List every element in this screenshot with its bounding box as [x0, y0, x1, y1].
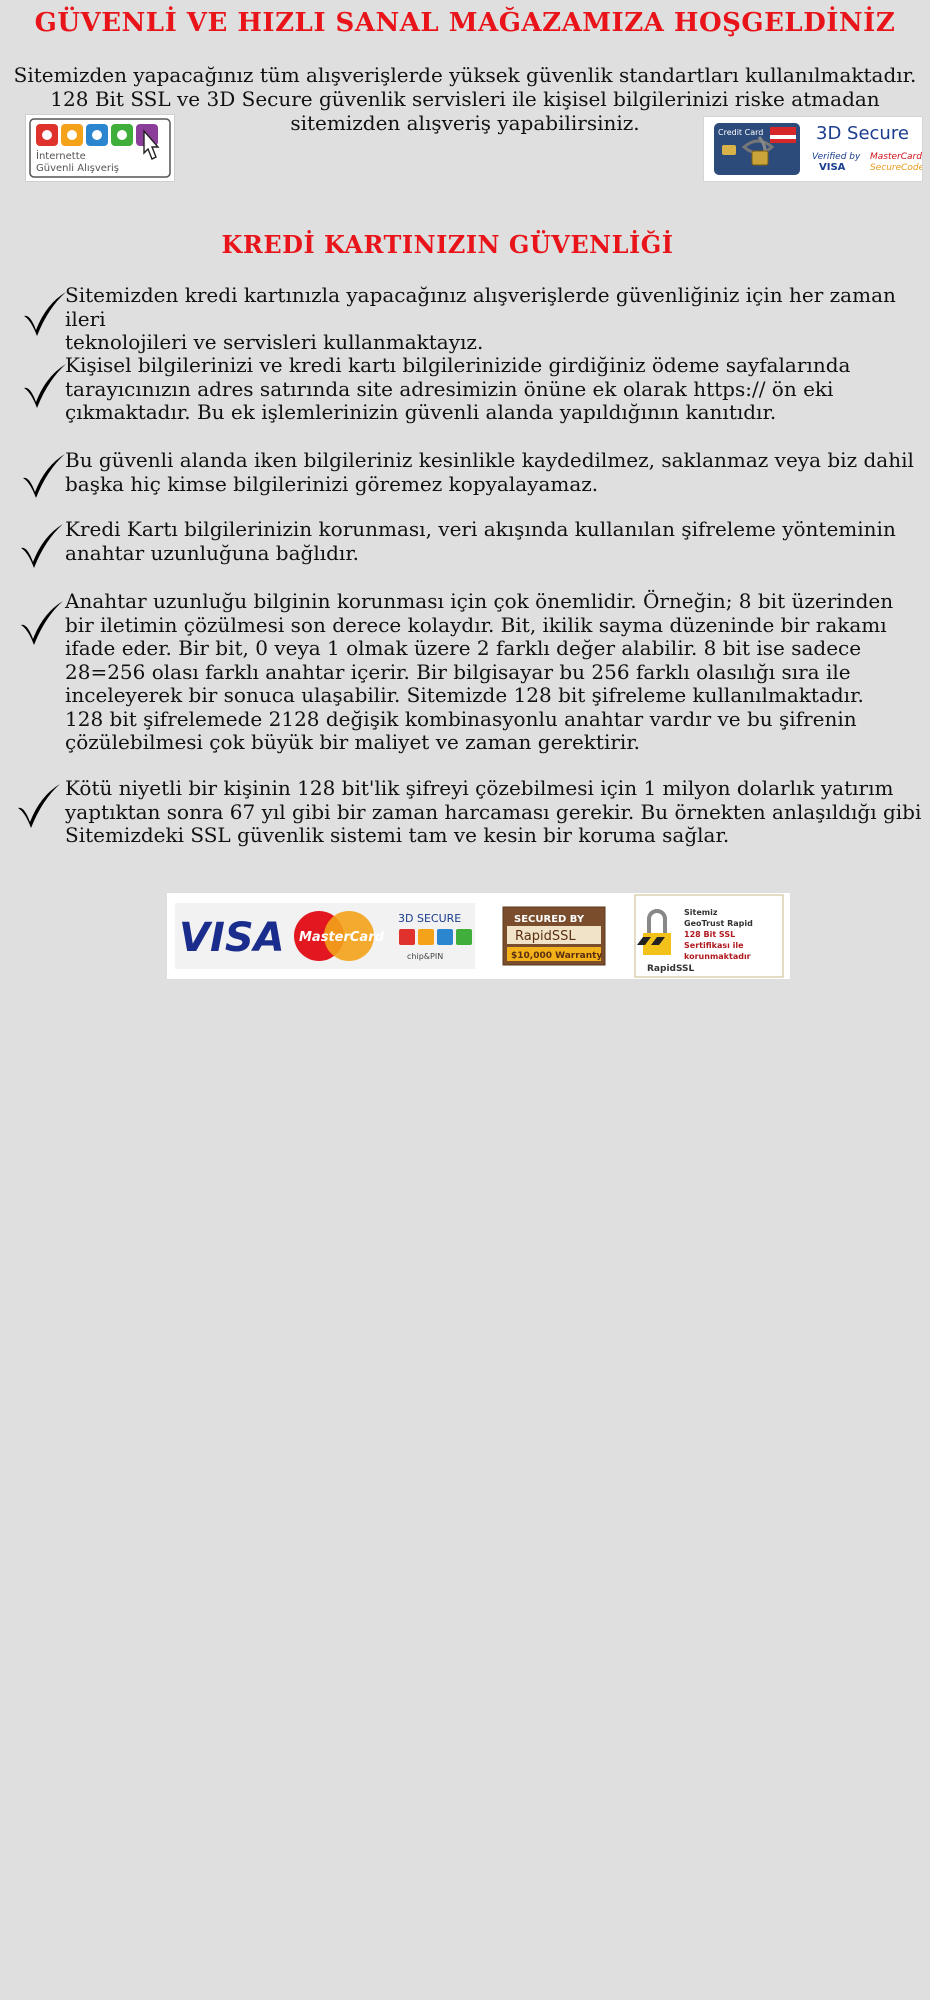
badge-text: SecureCode — [870, 163, 922, 173]
list-item-line: yaptıktan sonra 67 yıl gibi bir zaman harcaması gerekir. Bu örnekten anlaşıldığı gibi — [65, 799, 922, 824]
check-icon — [19, 599, 67, 647]
badge-text: İnternette — [36, 151, 86, 162]
mastercard-logo: MasterCard — [299, 930, 384, 945]
payment-badges — [167, 893, 790, 979]
check-icon — [22, 362, 70, 410]
geotrust-line: GeoTrust Rapid — [684, 919, 753, 928]
list-item-line: 128 bit şifrelemede 2128 değişik kombinasyonlu anahtar vardır ve bu şifrenin — [65, 706, 857, 731]
rapidssl-name: RapidSSL — [515, 929, 576, 944]
geotrust-brand: RapidSSL — [647, 964, 695, 974]
main-title: GÜVENLİ VE HIZLI SANAL MAĞAZAMIZA HOŞGELDİNİZ — [34, 8, 896, 38]
geotrust-line: 128 Bit SSL — [684, 930, 736, 939]
list-item-line: inceleyerek bir sonuca ulaşabilir. Sitemizde 128 bit şifreleme kullanılmaktadır. — [65, 683, 864, 707]
rapidssl-top: SECURED BY — [514, 914, 585, 925]
list-item — [65, 777, 930, 848]
list-item-line: Bu güvenli alanda iken bilgileriniz kesinlikle kaydedilmez, saklanmaz veya biz dahil — [65, 448, 914, 472]
list-item — [65, 449, 930, 496]
badge-text: VISA — [819, 162, 846, 173]
list-item-line: 28=256 olası farklı anahtar içerir. Bir bilgisayar bu 256 farklı olasılığı sıra ile — [65, 659, 851, 684]
list-item — [65, 518, 930, 565]
list-item-line: ifade eder. Bir bit, 0 veya 1 olmak üzere 2 farklı değer alabilir. 8 bit ise sadece — [65, 636, 862, 660]
geotrust-line: Sitemiz — [684, 908, 718, 917]
3d-secure-text: 3D SECURE — [398, 912, 462, 925]
list-item-line: Sitemizden kredi kartınızla yapacağınız alışverişlerde güvenliğiniz için her zaman ileri — [65, 283, 896, 331]
check-icon — [22, 290, 70, 338]
geotrust-line: korunmaktadır — [684, 952, 751, 961]
intro-line: Sitemizden yapacağınız tüm alışverişlerde yüksek güvenlik standartları kullanılmaktadır. — [13, 63, 917, 87]
payment-badges-graphic — [167, 893, 790, 979]
list-item-line: çıkmaktadır. Bu ek işlemlerinizin güvenli alanda yapıldığının kanıtıdır. — [65, 400, 777, 424]
badge-title: 3D Secure — [816, 123, 909, 144]
badge-text: MasterCard. — [870, 152, 922, 162]
check-icon — [16, 782, 64, 830]
list-item-line: Kişisel bilgilerinizi ve kredi kartı bilgilerinizide girdiğiniz ödeme sayfalarında — [65, 353, 851, 377]
list-item-line: bir iletimin çözülmesi son derece kolaydır. Bit, ikilik sayma düzeninde bir rakamı — [65, 612, 887, 637]
list-item-line: Kredi Kartı bilgilerinizin korunması, veri akışında kullanılan şifreleme yönteminin — [65, 517, 896, 541]
list-item-line: Kötü niyetli bir kişinin 128 bit'lik şifreyi çözebilmesi için 1 milyon dolarlık yatırım — [65, 776, 894, 800]
check-icon — [21, 452, 69, 500]
visa-logo: VISA — [179, 915, 285, 961]
badge-text: Güvenli Alışveriş — [36, 163, 120, 174]
list-item-line: tarayıcınızın adres satırında site adresimizin önüne ek olarak https:// ön eki — [65, 376, 834, 401]
intro-line: 128 Bit SSL ve 3D Secure güvenlik servisleri ile kişisel bilgilerinizi riske atmadan — [50, 87, 880, 111]
geotrust-line: Sertifikası ile — [684, 941, 744, 950]
chip-pin-text: chip&PIN — [407, 952, 444, 961]
list-item-line: Anahtar uzunluğu bilginin korunması için çok önemlidir. Örneğin; 8 bit üzerinden — [65, 589, 894, 613]
list-item-line: anahtar uzunluğuna bağlıdır. — [65, 540, 360, 565]
safe-shopping-badge — [25, 114, 175, 182]
list-item-line: teknolojileri ve servisleri kullanmaktayız. — [65, 330, 484, 354]
badge-text: Verified by — [812, 152, 861, 162]
check-icon — [19, 522, 67, 570]
rapidssl-warranty: $10,000 Warranty — [511, 951, 603, 961]
badge-text: Credit Card — [718, 128, 764, 137]
safe-shopping-logo — [26, 115, 174, 181]
3d-secure-logo — [704, 117, 922, 181]
list-item — [65, 590, 930, 755]
section-title: KREDİ KARTINIZIN GÜVENLİĞİ — [221, 230, 674, 259]
list-item-line: Sitemizdeki SSL güvenlik sistemi tam ve kesin bir koruma sağlar. — [65, 823, 730, 847]
intro-line: sitemizden alışveriş yapabilirsiniz. — [290, 111, 640, 135]
list-item — [65, 284, 930, 355]
list-item-line: başka hiç kimse bilgilerinizi göremez kopyalayamaz. — [65, 471, 599, 496]
list-item — [65, 354, 930, 425]
list-item-line: çözülebilmesi çok büyük bir maliyet ve zaman gerektirir. — [65, 730, 641, 754]
3d-secure-badge — [703, 116, 923, 182]
